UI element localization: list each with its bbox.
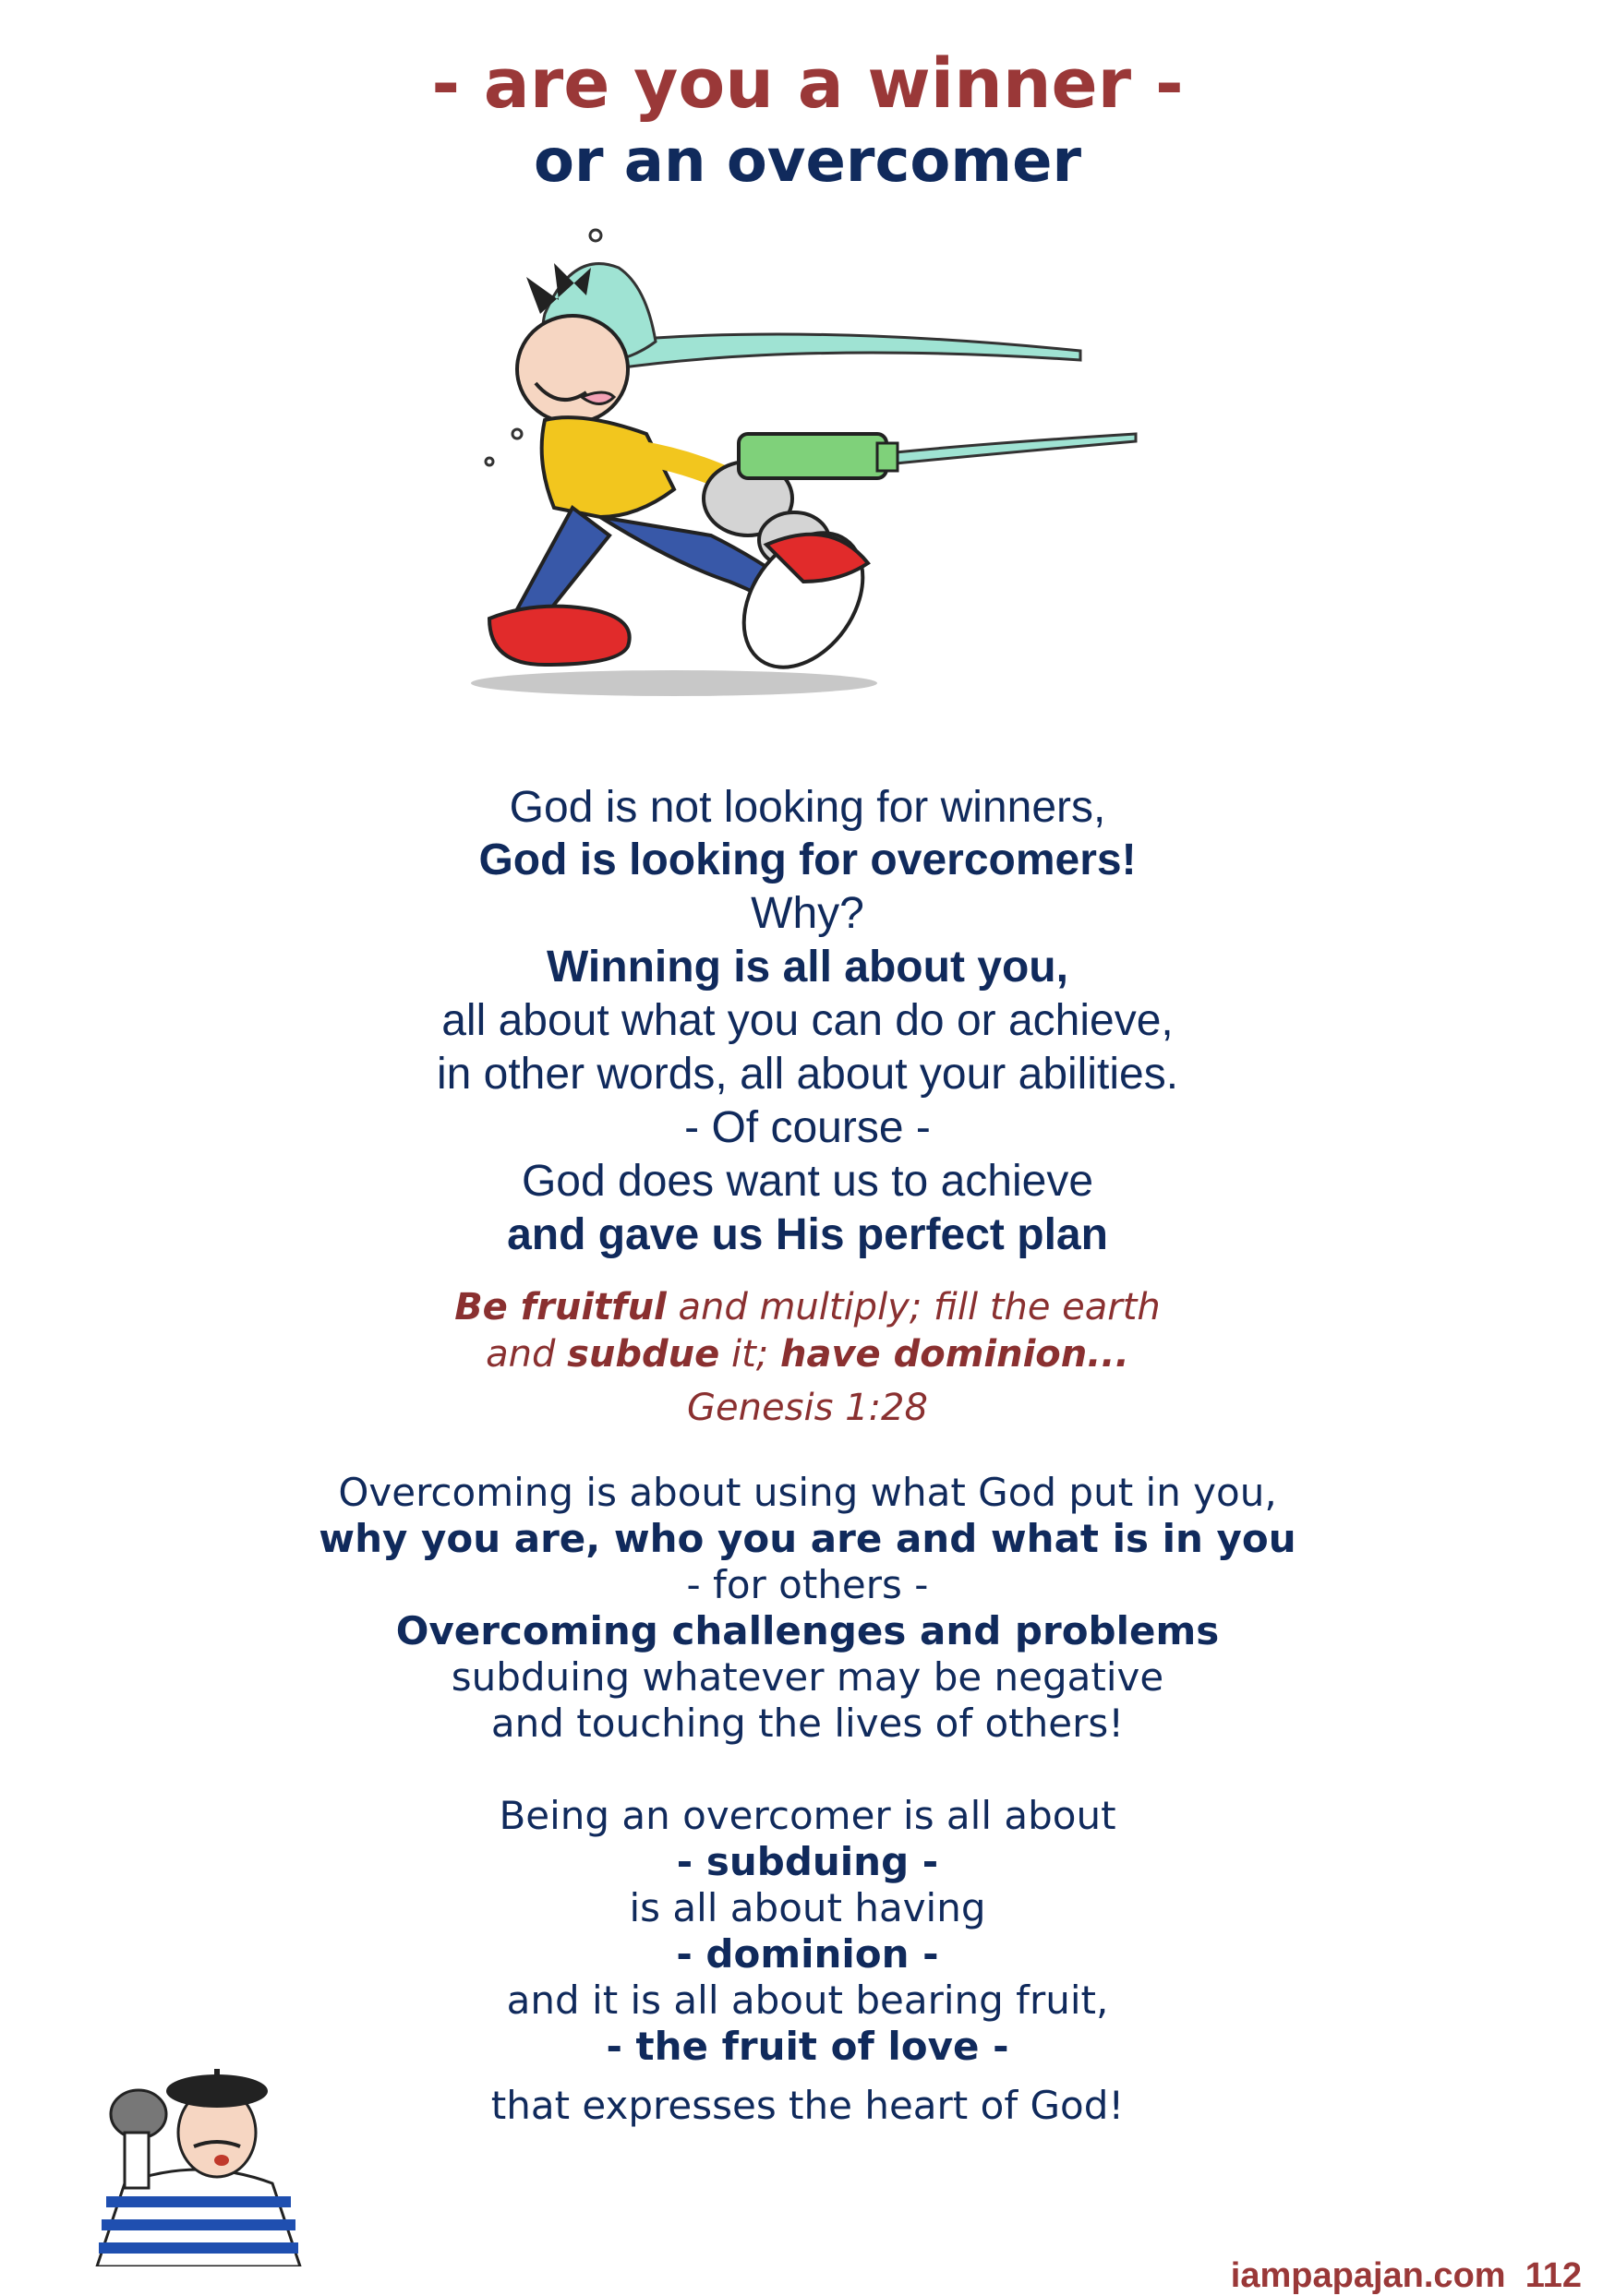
page-number: 112	[1525, 2256, 1582, 2295]
being-line: and it is all about bearing fruit,	[506, 1977, 1109, 2023]
scripture-quote-line-2: and subdue it; have dominion...	[486, 1333, 1129, 1376]
intro-line: Winning is all about you,	[547, 943, 1068, 992]
intro-line: in other words, all about your abilities.	[436, 1050, 1179, 1099]
overcoming-line: why you are, who you are and what is in you	[319, 1516, 1296, 1561]
intro-line: God does want us to achieve	[521, 1157, 1094, 1206]
scripture-quote-line-1: Be fruitful and multiply; fill the earth	[454, 1286, 1161, 1328]
intro-line: and gave us His perfect plan	[507, 1210, 1108, 1259]
water-pistol-boy-illustration	[434, 212, 1173, 766]
scripture-reference: Genesis 1:28	[687, 1387, 928, 1429]
being-line: Being an overcomer is all about	[499, 1793, 1116, 1838]
footer-site: iampapajan.com	[1230, 2256, 1506, 2295]
beret-man-illustration	[88, 2045, 337, 2266]
intro-line: - Of course -	[684, 1103, 931, 1152]
intro-line: all about what you can do or achieve,	[441, 996, 1174, 1045]
overcoming-line: and touching the lives of others!	[490, 1701, 1125, 1746]
being-line: - dominion -	[676, 1931, 939, 1977]
overcoming-line: subduing whatever may be negative	[451, 1654, 1164, 1700]
overcoming-line: Overcoming challenges and problems	[395, 1608, 1220, 1653]
page-subtitle: or an overcomer	[533, 127, 1082, 196]
being-line: that expresses the heart of God!	[490, 2083, 1125, 2128]
being-line: is all about having	[629, 1885, 986, 1930]
page-title: - are you a winner -	[431, 44, 1184, 124]
intro-line: God is looking for overcomers!	[478, 835, 1137, 884]
being-line: - subduing -	[676, 1839, 939, 1884]
being-line: - the fruit of love -	[606, 2024, 1009, 2069]
overcoming-line: Overcoming is about using what God put in you,	[338, 1470, 1277, 1515]
intro-line: God is not looking for winners,	[509, 783, 1106, 832]
intro-line: Why?	[751, 889, 864, 938]
overcoming-line: - for others -	[686, 1562, 929, 1607]
